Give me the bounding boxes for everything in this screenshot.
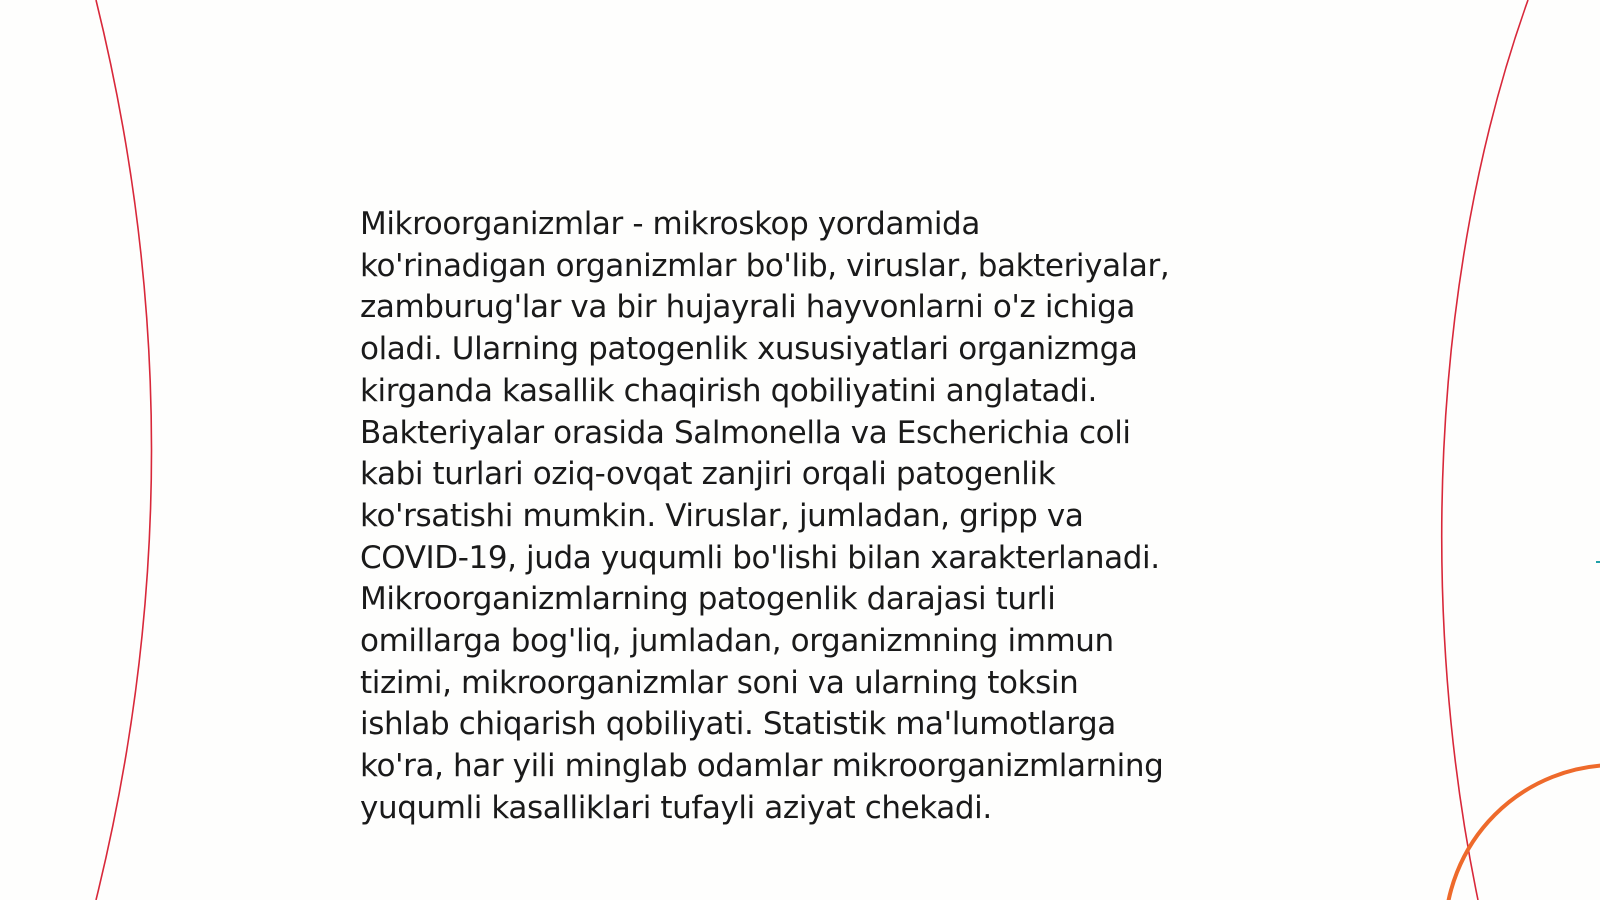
- left-curve-line: [96, 0, 152, 900]
- right-curve-line: [1442, 0, 1528, 900]
- orange-arc: [1445, 765, 1600, 900]
- body-paragraph: Mikroorganizmlar - mikroskop yordamida ko'rinadigan organizmlar bo'lib, viruslar, bakteriyalar, zamburug'lar va bir hujayrali hayvonlarni o'z ichiga oladi. Ularning patogenlik xususiyatlari organizmga kirganda kasallik chaqirish qobiliyatini anglatadi. Bakteriyalar orasida Salmonella va Escherichia coli kabi turlari oziq-ovqat zanjiri orqali patogenlik ko'rsatishi mumkin. Viruslar, jumladan, gripp va COVID-19, juda yuqumli bo'lishi bilan xarakterlanadi. Mikroorganizmlarning patogenlik darajasi turli omillarga bog'liq, jumladan, organizmning immun tizimi, mikroorganizmlar soni va ularning toksin ishlab chiqarish qobiliyati. Statistik ma'lumotlarga ko'ra, har yili minglab odamlar mikroorganizmlarning yuqumli kasalliklari tufayli aziyat chekadi.: [360, 206, 1170, 826]
